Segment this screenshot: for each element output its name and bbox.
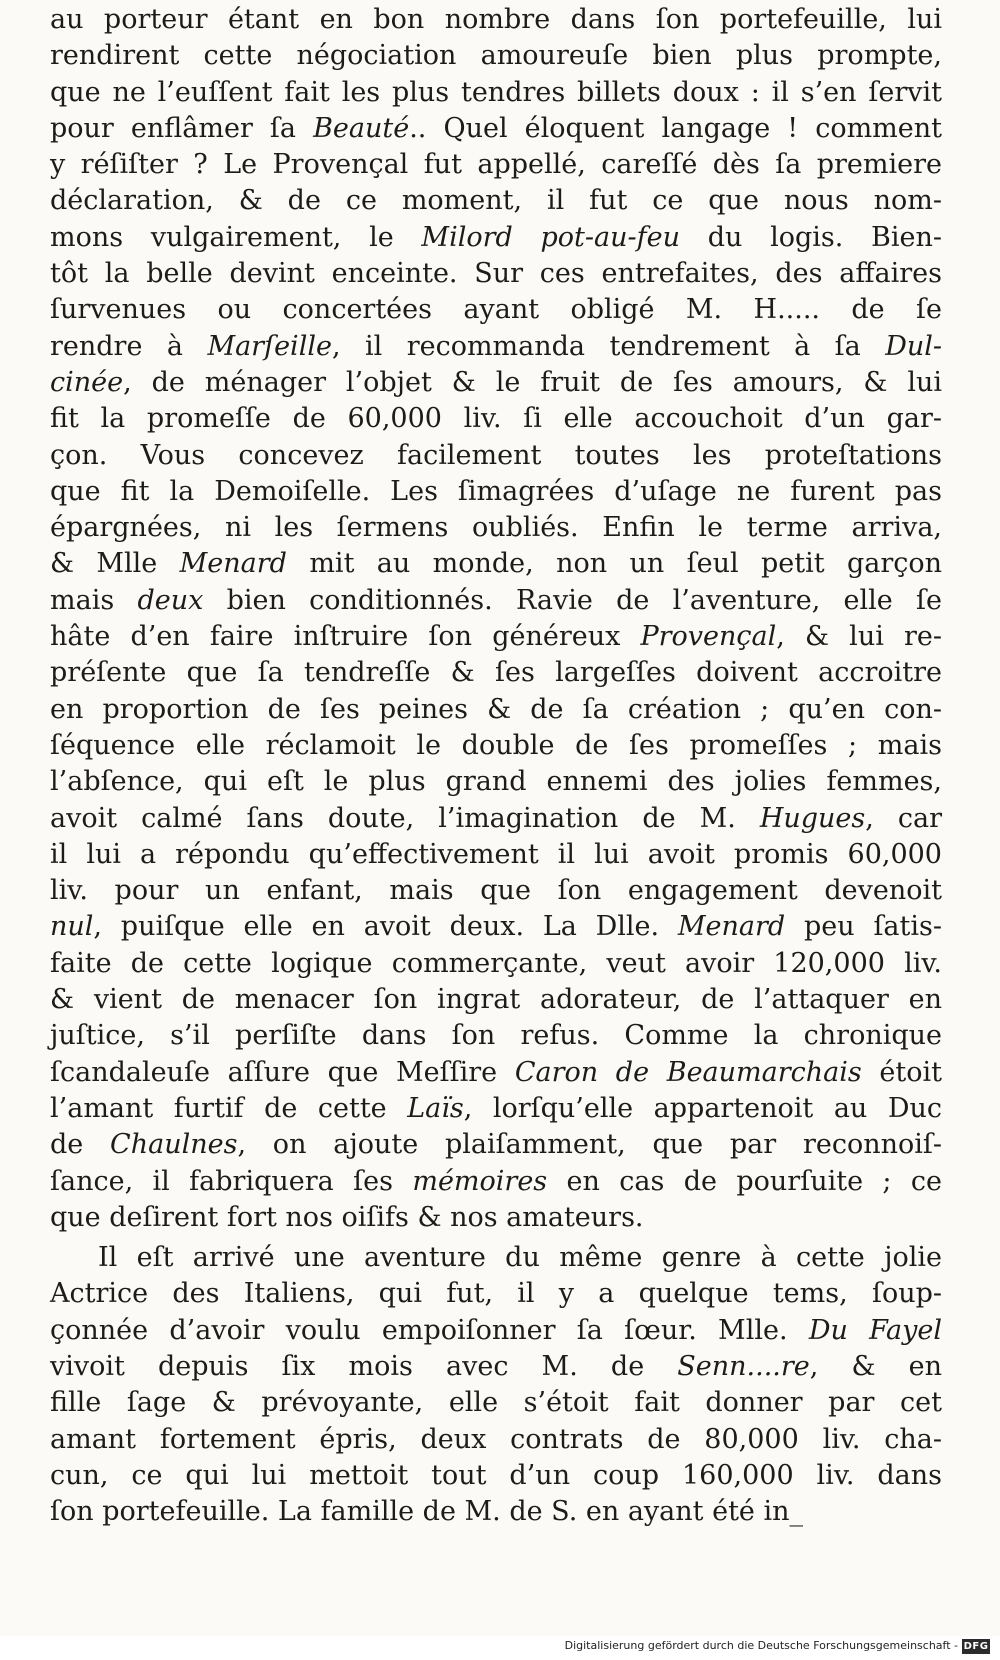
- footer-credit: Digitalisierung gefördert durch die Deutsche Forschungsgemeinschaft -: [564, 1639, 958, 1652]
- italic-segment: Menard: [179, 548, 287, 580]
- text-line: [50, 619, 942, 655]
- italic-segment: Marſeille: [207, 330, 332, 362]
- dfg-logo: DFG: [963, 1641, 989, 1652]
- text-line: [50, 1276, 942, 1312]
- text-segment: pour enflâmer ſa: [50, 112, 314, 144]
- text-segment: y réſiſter ? Le Provençal fut appellé, careſſé dès ſa premiere: [50, 149, 942, 181]
- italic-segment: Senn....re: [677, 1350, 810, 1382]
- text-segment: que ne l’euſſent fait les plus tendres billets doux : il s’en ſervit: [50, 76, 942, 108]
- text-segment: ſcandaleuſe aſſure que Meſſire: [50, 1056, 515, 1088]
- text-segment: çonnée d’avoir voulu empoiſonner ſa ſœur. Mlle.: [50, 1314, 809, 1346]
- text-segment: faite de cette logique commerçante, veut avoir 120,000 liv.: [50, 947, 942, 979]
- text-line: [50, 1127, 942, 1163]
- text-segment: .. Quel éloquent langage ! comment: [409, 112, 943, 144]
- text-line: [50, 510, 942, 546]
- text-segment: épargnées, ni les ſermens oubliés. Enfin le terme arriva,: [50, 512, 942, 544]
- text-line: [50, 1385, 942, 1421]
- text-segment: & Mlle: [50, 548, 180, 580]
- italic-segment: Du Fayel: [808, 1314, 942, 1346]
- text-segment: rendirent cette négociation amoureuſe bien plus prompte,: [50, 40, 942, 72]
- text-line: [50, 1055, 942, 1091]
- text-line: [50, 1018, 942, 1054]
- text-segment: fille ſage & prévoyante, elle s’étoit fait donner par cet: [50, 1387, 942, 1419]
- text-line: [50, 655, 942, 691]
- text-line: [50, 147, 942, 183]
- text-segment: vivoit depuis ſix mois avec M. de: [50, 1350, 678, 1382]
- italic-segment: deux: [137, 584, 204, 616]
- text-segment: au porteur étant en bon nombre dans ſon portefeuille, lui: [50, 4, 942, 35]
- italic-segment: nul: [50, 911, 94, 943]
- italic-segment: Provençal: [640, 621, 777, 653]
- text-line: [50, 1091, 942, 1127]
- text-line: [50, 583, 942, 619]
- text-segment: mit au monde, non un ſeul petit garçon: [286, 548, 942, 580]
- text-line: [50, 946, 942, 982]
- text-segment: rendre à: [50, 330, 208, 362]
- text-segment: en cas de pourſuite ; ce: [547, 1165, 943, 1197]
- text-segment: , il recommanda tendrement à ſa: [331, 330, 886, 362]
- text-line: [50, 1494, 942, 1530]
- text-segment: , on ajoute plaiſamment, que par reconnoiſ-: [237, 1129, 942, 1161]
- italic-segment: cinée: [50, 366, 124, 398]
- text-segment: çon. Vous concevez facilement toutes les proteſtations: [50, 439, 942, 471]
- text-line: [50, 1200, 942, 1236]
- text-segment: amant fortement épris, deux contrats de 80,000 liv. cha-: [50, 1423, 942, 1455]
- text-line: [50, 365, 942, 401]
- text-line: [50, 1313, 942, 1349]
- text-line: [50, 75, 942, 111]
- text-line: [50, 1422, 942, 1458]
- text-line: [50, 1164, 942, 1200]
- text-segment: juſtice, s’il perſiſte dans ſon refus. Comme la chronique: [50, 1020, 942, 1052]
- text-segment: hâte d’en faire inſtruire ſon généreux: [50, 621, 641, 653]
- text-line: [50, 692, 942, 728]
- body-text: [50, 2, 942, 1530]
- italic-segment: Menard: [677, 911, 786, 943]
- text-segment: déclaration, & de ce moment, il fut ce que nous nom-: [50, 185, 942, 217]
- text-line: [50, 909, 942, 945]
- italic-segment: Laïs: [407, 1092, 464, 1124]
- text-segment: en proportion de ſes peines & de ſa création ; qu’en con-: [50, 693, 942, 725]
- italic-segment: mémoires: [412, 1165, 548, 1197]
- text-segment: tôt la belle devint enceinte. Sur ces entrefaites, des affaires: [50, 258, 942, 290]
- text-line: [50, 38, 942, 74]
- text-segment: mais: [50, 584, 138, 616]
- text-line: [50, 438, 942, 474]
- text-line: [50, 546, 942, 582]
- text-segment: bien conditionnés. Ravie de l’aventure, elle ſe: [203, 584, 942, 616]
- text-line: [50, 1458, 942, 1494]
- text-line: [50, 801, 942, 837]
- text-segment: cun, ce qui lui mettoit tout d’un coup 160,000 liv. dans: [50, 1459, 942, 1491]
- text-line: [50, 873, 942, 909]
- text-segment: ſance, il fabriquera ſes: [50, 1165, 413, 1197]
- text-line: [50, 401, 942, 437]
- text-segment: ſurvenues ou concertées ayant obligé M. H..... de ſe: [50, 294, 942, 326]
- text-segment: , puiſque elle en avoit deux. La Dlle.: [93, 911, 678, 943]
- text-segment: du logis. Bien-: [679, 221, 942, 253]
- text-line: [50, 220, 942, 256]
- text-line: [50, 728, 942, 764]
- text-segment: étoit: [861, 1056, 942, 1088]
- text-segment: Actrice des Italiens, qui fut, il y a quelque tems, ſoup-: [50, 1278, 942, 1310]
- text-line: [50, 256, 942, 292]
- text-segment: de: [50, 1129, 111, 1161]
- text-segment: fit la promeſſe de 60,000 liv. ſi elle accouchoit d’un gar-: [50, 403, 942, 435]
- text-segment: que fit la Demoiſelle. Les ſimagrées d’uſage ne furent pas: [50, 475, 942, 507]
- text-segment: ſéquence elle réclamoit le double de ſes promeſſes ; mais: [50, 729, 942, 761]
- text-segment: Il eſt arrivé une aventure du même genre à cette jolie: [98, 1242, 942, 1274]
- digitization-footer: [0, 1636, 1000, 1660]
- italic-segment: Beauté: [313, 112, 410, 144]
- text-line: [50, 982, 942, 1018]
- text-line: [50, 1349, 942, 1385]
- text-line: [50, 183, 942, 219]
- text-segment: il lui a répondu qu’effectivement il lui avoit promis 60,000: [50, 838, 942, 870]
- text-segment: peu ſatis-: [785, 911, 942, 943]
- text-line: [50, 329, 942, 365]
- text-segment: & vient de menacer ſon ingrat adorateur, de l’attaquer en: [50, 984, 942, 1016]
- text-segment: que deſirent fort nos oiſifs & nos amateurs.: [50, 1201, 644, 1233]
- text-segment: l’amant furtif de cette: [50, 1092, 408, 1124]
- text-segment: préſente que ſa tendreſſe & ſes largeſſes doivent accroitre: [50, 657, 942, 689]
- text-segment: , lorſqu’elle appartenoit au Duc: [463, 1092, 942, 1124]
- text-segment: l’abſence, qui eſt le plus grand ennemi des jolies femmes,: [50, 766, 942, 798]
- italic-segment: Chaulnes: [110, 1129, 238, 1161]
- italic-segment: Caron de Beaumarchais: [514, 1056, 862, 1088]
- text-line: [50, 111, 942, 147]
- italic-segment: Hugues: [759, 802, 866, 834]
- text-line: [50, 837, 942, 873]
- text-segment: , car: [865, 802, 942, 834]
- text-line: [50, 474, 942, 510]
- italic-segment: Dul-: [885, 330, 942, 362]
- text-segment: mons vulgairement, le: [50, 221, 422, 253]
- text-line: [50, 764, 942, 800]
- text-line: [50, 1240, 942, 1276]
- text-segment: , de ménager l’objet & le fruit de ſes amours, & lui: [123, 366, 942, 398]
- text-line: [50, 292, 942, 328]
- text-segment: ſon portefeuille. La famille de M. de S. en ayant été in_: [50, 1496, 804, 1528]
- text-segment: , & lui re-: [776, 621, 942, 653]
- text-segment: liv. pour un enfant, mais que ſon engagement devenoit: [50, 875, 942, 907]
- text-segment: , & en: [809, 1350, 942, 1382]
- italic-segment: Milord pot-au-feu: [421, 221, 680, 253]
- text-line: [50, 2, 942, 38]
- text-segment: avoit calmé ſans doute, l’imagination de M.: [50, 802, 760, 834]
